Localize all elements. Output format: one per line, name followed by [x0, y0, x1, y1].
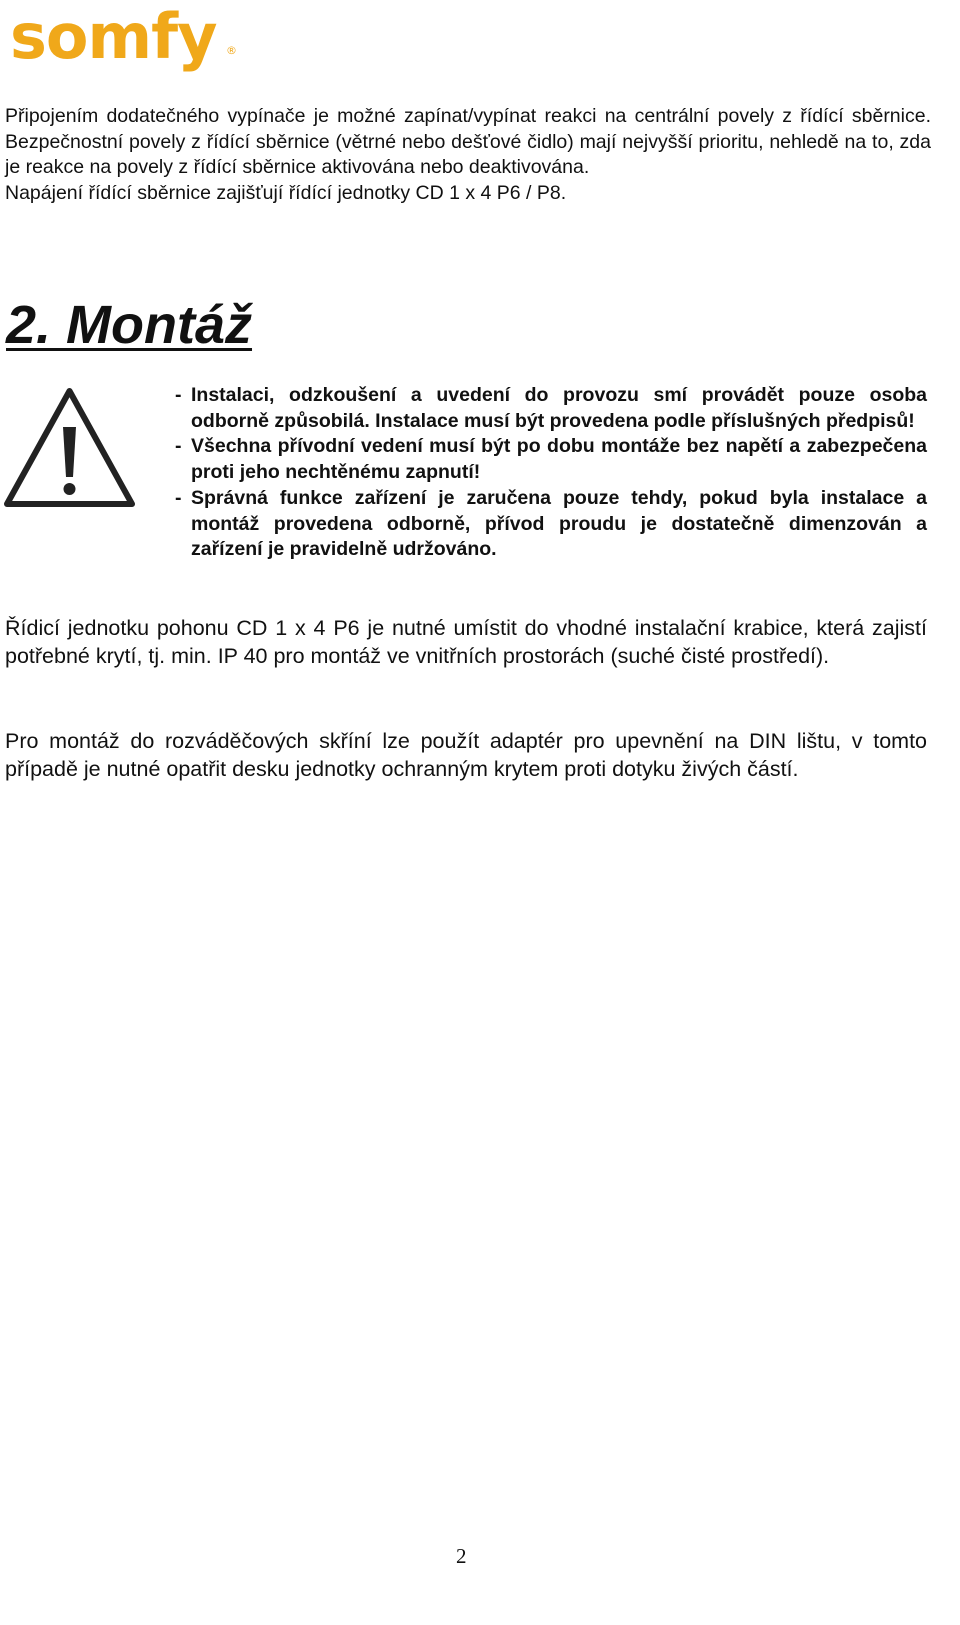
page-number: 2: [456, 1544, 467, 1568]
installation-paragraph: Řídicí jednotku pohonu CD 1 x 4 P6 je nutné umístit do vhodné instalační krabice, která zajistí potřebné krytí, tj. min. IP 40 pro montáž ve vnitřních prostorách (suché čisté prostředí).: [5, 616, 927, 669]
din-rail-paragraph: Pro montáž do rozváděčových skříní lze použít adaptér pro upevnění na DIN lištu, v tomto případě je nutné opatřit desku jednotky ochranným krytem proti dotyku živých částí.: [5, 729, 927, 782]
warning-list: [175, 383, 927, 563]
intro-paragraph: Připojením dodatečného vypínače je možné zapínat/vypínat reakci na centrální povely z řídící sběrnice. Bezpečnostní povely z řídící sběrnice (větrné nebo dešťové čidlo) mají nejvyšší prioritu, nehledě na to, zda je reakce na povely z řídící sběrnice aktivována nebo deaktivována.: [5, 105, 931, 178]
logo-registered-mark: ®: [226, 44, 237, 57]
intro-text: [5, 104, 931, 206]
somfy-logo: [8, 4, 240, 74]
warning-item: - Instalaci, odzkoušení a uvedení do provozu smí provádět pouze osoba odborně způsobilá. Instalace musí být provedena podle příslušných předpisů!: [175, 383, 927, 434]
section-heading: 2. Montáž: [6, 295, 253, 355]
warning-triangle-icon: [2, 385, 137, 509]
warning-item: - Všechna přívodní vedení musí být po dobu montáže bez napětí a zabezpečena proti jeho nechtěnému zapnutí!: [175, 434, 927, 485]
logo-text: somfy: [10, 4, 217, 73]
intro-paragraph: Napájení řídící sběrnice zajišťují řídící jednotky CD 1 x 4 P6 / P8.: [5, 181, 567, 204]
warning-item: - Správná funkce zařízení je zaručena pouze tehdy, pokud byla instalace a montáž provedena odborně, přívod proudu je dostatečně dimenzován a zařízení je pravidelně udržováno.: [175, 486, 927, 563]
